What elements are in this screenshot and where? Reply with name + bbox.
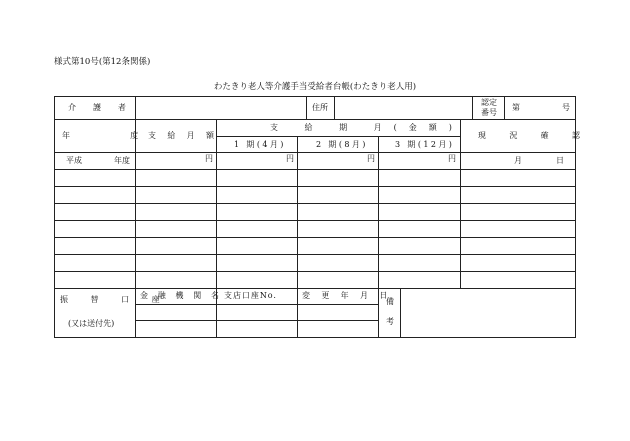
table-col-line: [334, 96, 335, 119]
table-row-line: [54, 237, 576, 238]
form-label: 様式第10号(第12条関係): [54, 57, 151, 67]
year-label: 年 度: [62, 131, 167, 140]
yen-unit: 円: [448, 154, 456, 163]
remarks-label: 考: [386, 317, 394, 326]
cert-no-suffix: 号: [562, 103, 570, 112]
table-row-line: [135, 320, 378, 321]
table-row-line: [135, 304, 378, 305]
table-col-line: [297, 136, 298, 337]
pay-period-label: 支 給 期 月(金額): [270, 123, 464, 132]
day-unit: 日: [556, 156, 564, 165]
table-row-line: [54, 254, 576, 255]
table-row-line: [54, 119, 576, 120]
table-row-line: [216, 136, 460, 137]
yen-unit: 円: [367, 154, 375, 163]
account-note: (又は送付先): [68, 319, 115, 328]
cert-label-line1: 認定: [481, 98, 497, 107]
table-col-line: [135, 119, 136, 337]
pay-month-label: 支 給 月 額: [148, 131, 219, 140]
table-col-line: [400, 288, 401, 337]
table-col-line: [135, 96, 136, 119]
table-col-line: [460, 119, 461, 288]
table-row-line: [54, 220, 576, 221]
period-2-label: 2 期(8月): [316, 140, 368, 149]
table-col-line: [216, 119, 217, 337]
cert-label-line2: 番号: [481, 108, 497, 117]
period-1-label: 1 期(4月): [234, 140, 286, 149]
period-3-label: 3 期(12月): [395, 140, 455, 149]
table-border-top: [54, 96, 576, 97]
yen-unit: 円: [286, 154, 294, 163]
table-row-line: [54, 203, 576, 204]
bank-name-label: 金 融 機 関 名: [140, 291, 223, 300]
table-row-line: [54, 271, 576, 272]
month-unit: 月: [514, 156, 522, 165]
address-label: 住所: [312, 103, 328, 112]
table-col-line: [472, 96, 473, 119]
branch-account-label: 支店口座No.: [224, 291, 277, 300]
table-border-left: [54, 96, 55, 338]
caregiver-label: 介 護 者: [68, 103, 134, 112]
table-row-line: [54, 186, 576, 187]
change-date-label: 変 更 年 月 日: [302, 291, 392, 300]
yen-unit: 円: [205, 154, 213, 163]
table-row-line: [54, 288, 576, 289]
table-row-line: [54, 152, 576, 153]
era-label: 平成: [66, 156, 82, 165]
cert-no-prefix: 第: [512, 103, 520, 112]
table-row-line: [54, 169, 576, 170]
account-label: 振 替 口 座: [60, 295, 170, 304]
table-col-line: [306, 96, 307, 119]
remarks-label: 備: [386, 297, 394, 306]
table-border-bottom: [54, 337, 576, 338]
year-suffix-label: 年度: [114, 156, 130, 165]
table-col-line: [378, 136, 379, 337]
document-title: わたきり老人等介護手当受給者台帳(わたきり老人用): [213, 82, 417, 92]
table-col-line: [504, 96, 505, 119]
status-label: 現 況 確 認: [478, 131, 591, 140]
